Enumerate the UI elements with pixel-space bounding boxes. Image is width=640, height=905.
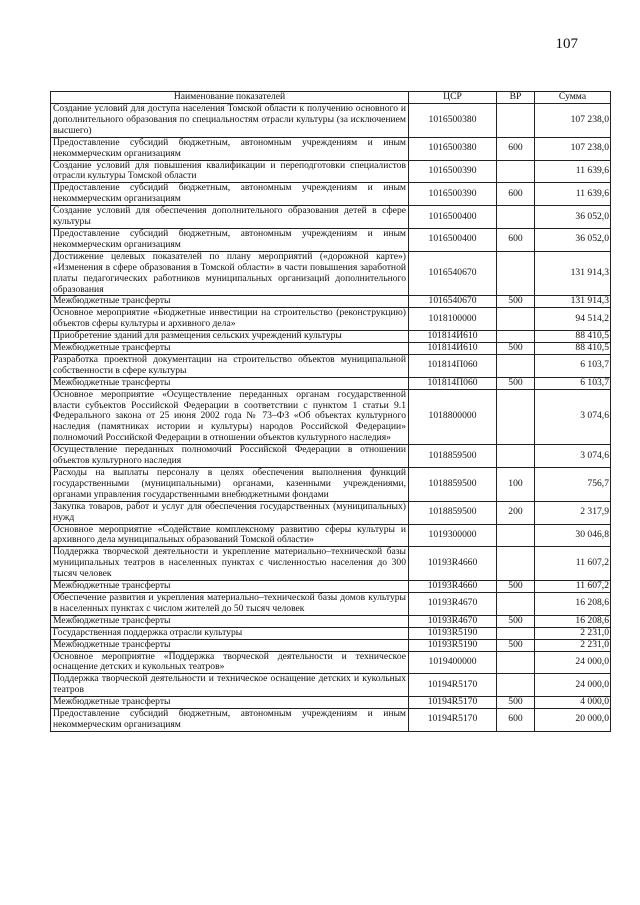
cell-vr: [497, 331, 535, 343]
cell-sum: 16 208,6: [535, 615, 611, 627]
cell-vr: 500: [497, 615, 535, 627]
cell-name: Межбюджетные трансферты: [51, 615, 409, 627]
table-row: [51, 547, 611, 581]
header-csr: ЦСР: [409, 92, 497, 104]
cell-sum: 30 046,8: [535, 524, 611, 547]
cell-csr: 1016500400: [409, 206, 497, 229]
cell-vr: [497, 389, 535, 445]
cell-sum: 24 000,0: [535, 651, 611, 674]
header-sum: Сумма: [535, 92, 611, 104]
cell-sum: 11 639,6: [535, 160, 611, 183]
cell-vr: 500: [497, 639, 535, 651]
cell-csr: 1016540670: [409, 251, 497, 296]
cell-sum: 88 410,5: [535, 343, 611, 355]
header-name: Наименование показателей: [51, 92, 409, 104]
cell-vr: [497, 674, 535, 697]
cell-sum: 2 317,9: [535, 501, 611, 524]
cell-vr: [497, 592, 535, 615]
cell-csr: 101814И610: [409, 331, 497, 343]
cell-name: Основное мероприятие «Бюджетные инвестиции на строительство (реконструкцию) объектов сферы культуры и архивного дела»: [51, 308, 409, 331]
cell-vr: [497, 308, 535, 331]
cell-sum: 3 074,6: [535, 389, 611, 445]
table-row: [51, 697, 611, 709]
cell-name: Приобретение зданий для размещения сельских учреждений культуры: [51, 331, 409, 343]
cell-name: Разработка проектной документации на строительство объектов муниципальной собственности в сфере культуры: [51, 354, 409, 377]
cell-name: Межбюджетные трансферты: [51, 343, 409, 355]
cell-csr: 10194R5170: [409, 709, 497, 732]
cell-csr: 10193R4660: [409, 581, 497, 593]
table-row: [51, 389, 611, 445]
cell-csr: 1018859500: [409, 501, 497, 524]
cell-csr: 10193R5190: [409, 639, 497, 651]
cell-sum: 6 103,7: [535, 354, 611, 377]
cell-vr: [497, 104, 535, 138]
cell-name: Межбюджетные трансферты: [51, 639, 409, 651]
table-row: [51, 501, 611, 524]
cell-vr: [497, 651, 535, 674]
table-row: [51, 354, 611, 377]
cell-vr: [497, 524, 535, 547]
table-row: [51, 709, 611, 732]
cell-sum: 3 074,6: [535, 445, 611, 468]
cell-csr: 1018859500: [409, 445, 497, 468]
page-number: 107: [555, 36, 578, 52]
cell-vr: 500: [497, 296, 535, 308]
table-row: [51, 524, 611, 547]
cell-vr: [497, 251, 535, 296]
cell-sum: 16 208,6: [535, 592, 611, 615]
cell-vr: 100: [497, 468, 535, 502]
cell-name: Поддержка творческой деятельности и укрепление материально–технической базы муниципальных театров в населенных пунктах с численностью населения до 300 тысяч человек: [51, 547, 409, 581]
cell-csr: 101814И610: [409, 343, 497, 355]
cell-sum: 4 000,0: [535, 697, 611, 709]
cell-name: Основное мероприятие «Осуществление переданных органам государственной власти субъектов Российской Федерации в соответствии с пунктом 1 статьи 9.1 Федерального закона от 25 июня 2002 года № 73–ФЗ «Об объектах культурного наследия (памятниках истории и культуры) народов Российской Федерации» полномочий Российской Федерации в отношении объектов культурного наследия»: [51, 389, 409, 445]
cell-csr: 1019300000: [409, 524, 497, 547]
cell-name: Межбюджетные трансферты: [51, 581, 409, 593]
cell-csr: 1016500390: [409, 160, 497, 183]
table-row: [51, 627, 611, 639]
cell-sum: 36 052,0: [535, 228, 611, 251]
cell-sum: 107 238,0: [535, 137, 611, 160]
cell-csr: 10193R4670: [409, 615, 497, 627]
cell-name: Обеспечение развития и укрепления материально–технической базы домов культуры в населенных пунктах с числом жителей до 50 тысяч человек: [51, 592, 409, 615]
cell-name: Межбюджетные трансферты: [51, 377, 409, 389]
cell-name: Создание условий для повышения квалификации и переподготовки специалистов отрасли культуры Томской области: [51, 160, 409, 183]
cell-vr: [497, 354, 535, 377]
cell-csr: 1016500380: [409, 104, 497, 138]
cell-name: Предоставление субсидий бюджетным, автономным учреждениям и иным некоммерческим организациям: [51, 709, 409, 732]
cell-sum: 36 052,0: [535, 206, 611, 229]
table-body: [51, 104, 611, 732]
cell-sum: 131 914,3: [535, 251, 611, 296]
cell-name: Осуществление переданных полномочий Российской Федерации в отношении объектов культурного наследия: [51, 445, 409, 468]
cell-vr: [497, 547, 535, 581]
cell-name: Предоставление субсидий бюджетным, автономным учреждениям и иным некоммерческим организациям: [51, 228, 409, 251]
cell-name: Межбюджетные трансферты: [51, 296, 409, 308]
table-row: [51, 251, 611, 296]
cell-vr: 600: [497, 228, 535, 251]
cell-sum: 20 000,0: [535, 709, 611, 732]
cell-sum: 2 231,0: [535, 627, 611, 639]
table-row: [51, 296, 611, 308]
cell-sum: 11 607,2: [535, 581, 611, 593]
table-row: [51, 674, 611, 697]
cell-name: Расходы на выплаты персоналу в целях обеспечения выполнения функций государственными (муниципальными) органами, казенными учреждениями, органами управления государственными внебюджетными фондами: [51, 468, 409, 502]
budget-table: [50, 91, 611, 732]
cell-vr: 500: [497, 697, 535, 709]
cell-csr: 1018800000: [409, 389, 497, 445]
cell-name: Предоставление субсидий бюджетным, автономным учреждениям и иным некоммерческим организациям: [51, 137, 409, 160]
cell-sum: 94 514,2: [535, 308, 611, 331]
table-header-row: [51, 92, 611, 104]
table-row: [51, 377, 611, 389]
cell-name: Государственная поддержка отрасли культуры: [51, 627, 409, 639]
cell-csr: 10194R5170: [409, 674, 497, 697]
table-row: [51, 183, 611, 206]
cell-sum: 88 410,5: [535, 331, 611, 343]
cell-sum: 107 238,0: [535, 104, 611, 138]
table-row: [51, 228, 611, 251]
cell-csr: 10193R4670: [409, 592, 497, 615]
cell-name: Создание условий для обеспечения дополнительного образования детей в сфере культуры: [51, 206, 409, 229]
cell-sum: 11 607,2: [535, 547, 611, 581]
table-row: [51, 160, 611, 183]
cell-csr: 1016500390: [409, 183, 497, 206]
table-row: [51, 331, 611, 343]
table-row: [51, 445, 611, 468]
cell-sum: 24 000,0: [535, 674, 611, 697]
cell-vr: 600: [497, 137, 535, 160]
table-row: [51, 468, 611, 502]
table-row: [51, 639, 611, 651]
cell-vr: 500: [497, 377, 535, 389]
cell-name: Предоставление субсидий бюджетным, автономным учреждениям и иным некоммерческим организациям: [51, 183, 409, 206]
cell-csr: 101814П060: [409, 354, 497, 377]
cell-sum: 131 914,3: [535, 296, 611, 308]
table-row: [51, 581, 611, 593]
table-row: [51, 592, 611, 615]
cell-csr: 1016500380: [409, 137, 497, 160]
cell-sum: 2 231,0: [535, 639, 611, 651]
cell-vr: 500: [497, 343, 535, 355]
cell-name: Достижение целевых показателей по плану мероприятий («дорожной карте») «Изменения в сфере образования в Томской области» в части повышения заработной платы педагогических работников муниципальных организаций дополнительного образования: [51, 251, 409, 296]
cell-csr: 1016540670: [409, 296, 497, 308]
cell-vr: [497, 160, 535, 183]
cell-name: Основное мероприятие «Содействие комплексному развитию сферы культуры и архивного дела муниципальных образований Томской области»: [51, 524, 409, 547]
cell-sum: 6 103,7: [535, 377, 611, 389]
cell-vr: 200: [497, 501, 535, 524]
table-row: [51, 343, 611, 355]
cell-csr: 1016500400: [409, 228, 497, 251]
table-row: [51, 615, 611, 627]
cell-vr: 600: [497, 709, 535, 732]
cell-vr: 600: [497, 183, 535, 206]
header-vr: ВР: [497, 92, 535, 104]
cell-csr: 101814П060: [409, 377, 497, 389]
cell-csr: 1018100000: [409, 308, 497, 331]
cell-name: Основное мероприятие «Поддержка творческой деятельности и техническое оснащение детских и кукольных театров»: [51, 651, 409, 674]
table-row: [51, 206, 611, 229]
cell-name: Закупка товаров, работ и услуг для обеспечения государственных (муниципальных) нужд: [51, 501, 409, 524]
table-row: [51, 137, 611, 160]
cell-csr: 10194R5170: [409, 697, 497, 709]
cell-csr: 10193R5190: [409, 627, 497, 639]
cell-csr: 1018859500: [409, 468, 497, 502]
cell-csr: 1019400000: [409, 651, 497, 674]
cell-name: Межбюджетные трансферты: [51, 697, 409, 709]
cell-vr: [497, 627, 535, 639]
table-row: [51, 104, 611, 138]
table-row: [51, 308, 611, 331]
cell-sum: 11 639,6: [535, 183, 611, 206]
cell-csr: 10193R4660: [409, 547, 497, 581]
cell-vr: 500: [497, 581, 535, 593]
table-row: [51, 651, 611, 674]
cell-name: Создание условий для доступа населения Томской области к получению основного и дополнительного образования по специальностям отрасли культуры (за исключением высшего): [51, 104, 409, 138]
cell-vr: [497, 206, 535, 229]
cell-vr: [497, 445, 535, 468]
cell-name: Поддержка творческой деятельности и техническое оснащение детских и кукольных театров: [51, 674, 409, 697]
cell-sum: 756,7: [535, 468, 611, 502]
